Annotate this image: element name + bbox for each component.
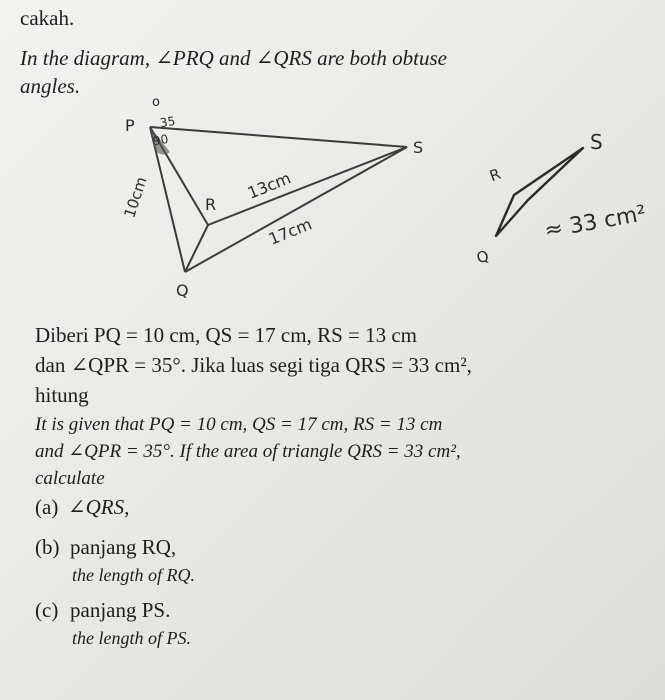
given-en-line2: and ∠QPR = 35°. If the area of triangle QRS = 33 cm²,	[35, 441, 461, 462]
intro-text-cont: angles.	[20, 74, 81, 98]
sketch-label-r: R	[487, 164, 504, 186]
sketch-label-q: Q	[474, 246, 492, 268]
annotation-circle: o	[152, 95, 160, 110]
part-c-text: panjang PS.	[70, 598, 171, 622]
part-b-label: (b)	[35, 535, 60, 559]
line-rs	[208, 147, 407, 225]
given-ms-line3: hitung	[35, 383, 89, 407]
given-ms-line2: dan ∠QPR = 35°. Jika luas segi tiga QRS = 33 cm²,	[35, 353, 472, 377]
annotation-pq-length: 10cm	[120, 174, 151, 221]
cut-word: cakah.	[20, 6, 75, 30]
part-c-label: (c)	[35, 598, 59, 622]
annotation-angle-low: 90	[151, 131, 170, 149]
intro-text: In the diagram, ∠PRQ and ∠QRS are both obtuse	[20, 46, 447, 70]
part-a-text: ∠QRS,	[68, 495, 130, 519]
annotation-angle-top: 35	[158, 113, 177, 131]
line-ps	[150, 127, 407, 147]
part-b-translation: the length of RQ.	[72, 565, 195, 585]
part-b-text: panjang RQ,	[70, 535, 177, 559]
label-q: Q	[176, 281, 189, 300]
given-en-line3: calculate	[35, 468, 105, 489]
sketch-area: ≈ 33 cm²	[542, 201, 649, 244]
label-s: S	[413, 138, 424, 157]
given-en-line1: It is given that PQ = 10 cm, QS = 17 cm, RS = 13 cm	[35, 414, 443, 435]
part-c-translation: the length of PS.	[72, 628, 191, 648]
label-r: R	[205, 195, 217, 214]
annotation-qs-length: 17cm	[265, 214, 315, 249]
sketch-label-s: S	[590, 130, 603, 154]
part-a-label: (a)	[35, 495, 59, 519]
annotation-rs-length: 13cm	[244, 168, 294, 203]
line-qs	[185, 147, 407, 272]
given-ms-line1: Diberi PQ = 10 cm, QS = 17 cm, RS = 13 cm	[35, 323, 418, 347]
label-p: P	[125, 116, 135, 135]
